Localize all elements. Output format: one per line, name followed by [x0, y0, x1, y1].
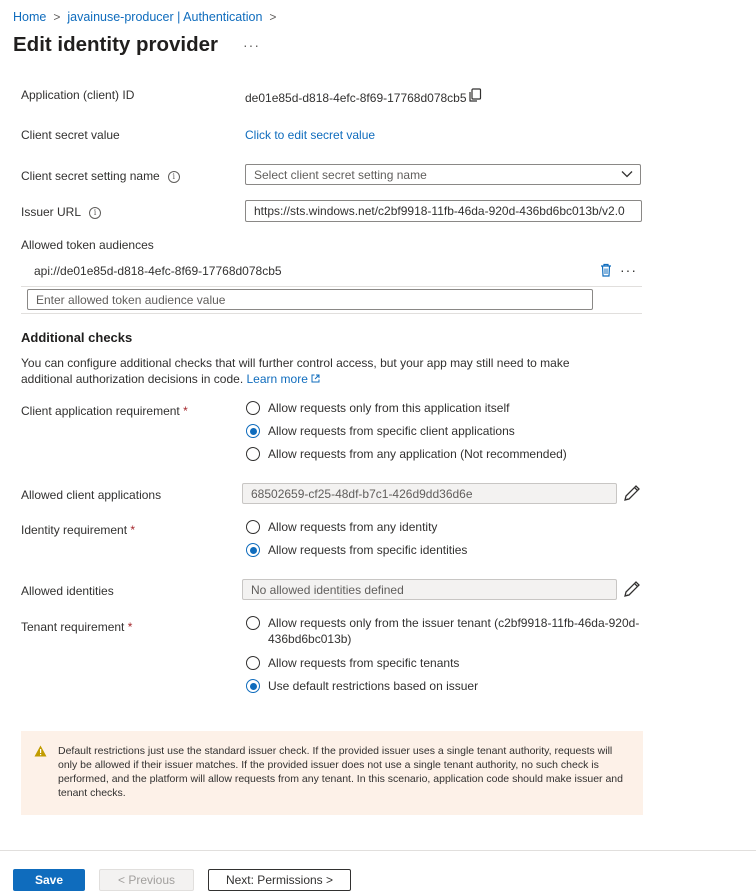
tenant-option-default[interactable] [246, 679, 641, 693]
allowed-clients-field: 68502659-cf25-48df-b7c1-426d9dd36d6e [242, 483, 617, 504]
previous-button[interactable]: < Previous [99, 869, 194, 891]
additional-checks-description [21, 355, 621, 387]
copy-icon[interactable] [468, 88, 482, 106]
divider [21, 286, 642, 287]
save-button[interactable]: Save [13, 869, 85, 891]
client-id-value: de01e85d-d818-4efc-8f69-17768d078cb5 [245, 91, 467, 105]
client-app-requirement-text: Client application requirement [21, 404, 180, 418]
external-link-icon [311, 374, 320, 383]
radio-label: Allow requests from specific tenants [268, 656, 460, 670]
issuer-url-label [21, 205, 101, 219]
tenant-option-issuer[interactable] [246, 615, 641, 647]
radio-button-selected[interactable] [246, 424, 260, 438]
radio-button[interactable] [246, 616, 260, 630]
audiences-label: Allowed token audiences [21, 238, 154, 252]
allowed-identities-field: No allowed identities defined [242, 579, 617, 600]
identity-requirement-radio-group [246, 520, 467, 557]
radio-button-selected[interactable] [246, 543, 260, 557]
client-option-this-app[interactable] [246, 401, 567, 415]
edit-pencil-icon[interactable] [622, 483, 642, 506]
footer-divider [0, 850, 756, 851]
radio-button[interactable] [246, 447, 260, 461]
warning-icon [34, 745, 47, 757]
next-permissions-button[interactable]: Next: Permissions > [208, 869, 351, 891]
learn-more-link[interactable] [247, 372, 321, 386]
divider [21, 313, 642, 314]
radio-label: Allow requests from any application (Not recommended) [268, 447, 567, 461]
radio-label: Allow requests from any identity [268, 520, 438, 534]
required-asterisk: * [127, 620, 133, 634]
edit-pencil-icon[interactable] [622, 579, 642, 602]
edit-secret-link[interactable]: Click to edit secret value [245, 128, 376, 142]
identity-option-any[interactable] [246, 520, 467, 534]
tenant-requirement-radio-group [246, 615, 641, 693]
radio-label: Allow requests only from the issuer tenant (c2bf9918-11fb-46da-920d-436bd6bc013b) [268, 616, 640, 646]
radio-label: Use default restrictions based on issuer [268, 679, 479, 693]
more-actions-button[interactable]: ··· [243, 37, 260, 53]
description-text: You can configure additional checks that will further control access, but your app may still need to make additional authorization decisions in code. [21, 356, 570, 386]
chevron-right-icon: > [53, 10, 61, 24]
breadcrumb-home[interactable]: Home [13, 10, 47, 24]
client-id-label: Application (client) ID [21, 88, 135, 102]
additional-checks-heading: Additional checks [21, 330, 133, 345]
identity-requirement-label [21, 523, 135, 537]
tenant-option-specific[interactable] [246, 656, 641, 670]
radio-button[interactable] [246, 401, 260, 415]
client-secret-label: Client secret value [21, 128, 120, 142]
issuer-url-input[interactable]: https://sts.windows.net/c2bf9918-11fb-46da-920d-436bd6bc013b/v2.0 [245, 200, 642, 222]
client-option-specific-apps[interactable] [246, 424, 567, 438]
audience-item: api://de01e85d-d818-4efc-8f69-17768d078cb5 [34, 264, 282, 278]
tenant-requirement-label [21, 620, 132, 634]
identity-requirement-text: Identity requirement [21, 523, 128, 537]
secret-setting-placeholder: Select client secret setting name [254, 168, 427, 182]
issuer-url-label-text: Issuer URL [21, 205, 82, 219]
required-asterisk: * [183, 404, 188, 418]
identity-option-specific[interactable] [246, 543, 467, 557]
client-option-any-app[interactable] [246, 447, 567, 461]
warning-text: Default restrictions just use the standard issuer check. If the provided issuer uses a single tenant authority, requests will only be allowed if their issuer matches. If the provided issuer does not use a single tenant authority, no such check is performed, and the platform will allow requests from any tenant. In this scenario, application code should make issuer and tenant checks. [58, 745, 623, 799]
breadcrumb [13, 10, 276, 24]
more-options-icon[interactable]: ··· [620, 262, 637, 278]
radio-button[interactable] [246, 656, 260, 670]
info-icon[interactable]: i [168, 171, 180, 183]
chevron-down-icon [620, 167, 634, 181]
radio-label: Allow requests only from this application itself [268, 401, 510, 415]
breadcrumb-app-auth[interactable]: javainuse-producer | Authentication [67, 10, 263, 24]
radio-button-selected[interactable] [246, 679, 260, 693]
tenant-requirement-text: Tenant requirement [21, 620, 125, 634]
secret-setting-label-text: Client secret setting name [21, 169, 160, 183]
audience-input[interactable]: Enter allowed token audience value [27, 289, 593, 310]
radio-label: Allow requests from specific identities [268, 543, 468, 557]
delete-icon[interactable] [600, 263, 612, 280]
allowed-identities-label: Allowed identities [21, 584, 114, 598]
secret-setting-label [21, 169, 180, 183]
required-asterisk: * [130, 523, 136, 537]
chevron-right-icon: > [269, 10, 277, 24]
page-title: Edit identity provider [13, 33, 219, 56]
allowed-clients-label: Allowed client applications [21, 488, 162, 502]
info-icon[interactable]: i [89, 207, 101, 219]
radio-label: Allow requests from specific client applications [268, 424, 515, 438]
client-app-requirement-label [21, 404, 188, 418]
client-requirement-radio-group [246, 401, 567, 461]
learn-more-text: Learn more [246, 372, 308, 386]
secret-setting-select[interactable] [245, 164, 641, 185]
radio-button[interactable] [246, 520, 260, 534]
warning-banner [21, 731, 643, 815]
